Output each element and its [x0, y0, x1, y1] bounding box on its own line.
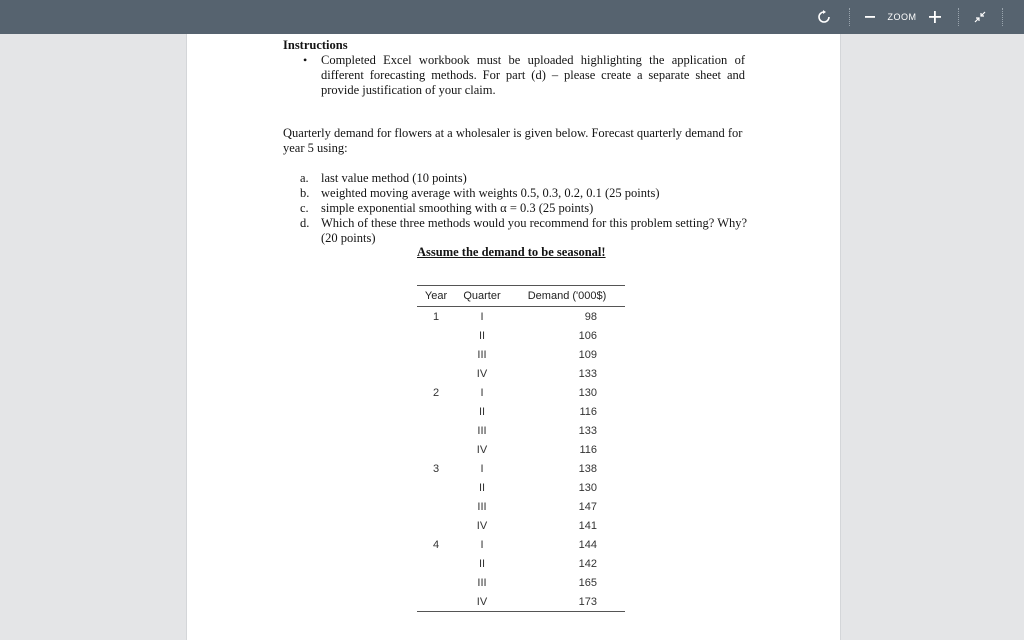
cell-demand: 116: [579, 443, 597, 456]
cell-quarter: III: [477, 348, 487, 361]
table-row: [417, 440, 625, 459]
cell-demand: 133: [578, 367, 597, 380]
cell-year: [417, 573, 455, 592]
minus-icon: [865, 12, 875, 22]
cell-year: [417, 421, 455, 440]
cell-year: [417, 440, 455, 459]
zoom-in-button[interactable]: [925, 0, 945, 34]
document-viewport[interactable]: [0, 34, 1024, 640]
cell-quarter: IV: [455, 592, 509, 612]
cell-demand: 138: [578, 462, 597, 475]
zoom-label: ZOOM: [887, 12, 917, 22]
cell-year: [417, 554, 455, 573]
cell-demand: 98: [584, 310, 597, 323]
cell-year: [417, 497, 455, 516]
toolbar-divider: [958, 8, 959, 26]
cell-year: 4: [432, 538, 440, 551]
instructions-bullet-text: Completed Excel workbook must be uploaded highlighting the application of different forecasting methods. For part (d) – please create a separate sheet and provide justification of your claim.: [321, 53, 745, 97]
table-row: [417, 573, 625, 592]
zoom-out-button[interactable]: [860, 0, 880, 34]
cell-quarter: IV: [476, 367, 488, 380]
cell-quarter: III: [477, 576, 487, 589]
table-row: [417, 592, 625, 612]
cell-year: [417, 345, 455, 364]
cell-demand: 142: [578, 557, 597, 570]
task-item: b. weighted moving average with weights 0.5, 0.3, 0.2, 0.1 (25 points): [300, 186, 660, 200]
cell-year: 2: [432, 386, 440, 399]
table-row: [417, 383, 625, 402]
table-row: [417, 402, 625, 421]
cell-demand: 173: [509, 592, 625, 612]
table-row: [417, 497, 625, 516]
cell-year: [417, 516, 455, 535]
cell-year: [417, 326, 455, 345]
table-row: [417, 364, 625, 383]
cell-demand: 141: [578, 519, 597, 532]
bullet-marker: •: [303, 53, 308, 67]
seasonal-note: Assume the demand to be seasonal!: [417, 245, 606, 259]
table-row: [417, 307, 625, 327]
cell-quarter: III: [477, 500, 487, 513]
header-quarter: Quarter: [455, 286, 509, 307]
cell-year: [417, 402, 455, 421]
table-row: [417, 421, 625, 440]
toolbar-divider: [849, 8, 850, 26]
cell-quarter: I: [480, 386, 484, 399]
cell-quarter: II: [478, 329, 486, 342]
cell-demand: 165: [578, 576, 597, 589]
collapse-button[interactable]: [968, 0, 992, 34]
cell-year: 1: [432, 310, 440, 323]
cell-quarter: I: [480, 538, 484, 551]
table-header-row: [417, 286, 625, 307]
cell-year: [417, 364, 455, 383]
cell-quarter: IV: [476, 519, 488, 532]
viewer-toolbar: [0, 0, 1024, 34]
cell-demand: 130: [578, 481, 597, 494]
cell-quarter: III: [477, 424, 487, 437]
cell-quarter: I: [480, 310, 484, 323]
table-row: [417, 478, 625, 497]
cell-year: 3: [432, 462, 440, 475]
table-row: [417, 345, 625, 364]
cell-year: [417, 478, 455, 497]
task-item: d. Which of these three methods would you recommend for this problem setting? Why? (20 points): [300, 216, 748, 245]
task-list: [300, 171, 751, 246]
cell-demand: 130: [578, 386, 597, 399]
document-page: [186, 34, 841, 640]
toolbar-divider: [1002, 8, 1003, 26]
cell-quarter: I: [480, 462, 484, 475]
task-item: a. last value method (10 points): [300, 171, 467, 185]
header-demand: Demand ('000$): [509, 286, 625, 307]
table-row: [417, 326, 625, 345]
cell-quarter: II: [478, 405, 486, 418]
cell-year: [417, 592, 455, 612]
instructions-heading: Instructions: [283, 38, 348, 52]
cell-demand: 144: [578, 538, 597, 551]
cell-quarter: II: [478, 557, 486, 570]
table-row: [417, 459, 625, 478]
demand-table: [417, 285, 625, 612]
cell-demand: 147: [578, 500, 597, 513]
plus-icon: [929, 11, 941, 23]
header-year: Year: [417, 286, 455, 307]
table-row: [417, 535, 625, 554]
cell-demand: 106: [578, 329, 597, 342]
cell-demand: 133: [578, 424, 597, 437]
cell-demand: 109: [578, 348, 597, 361]
cell-quarter: IV: [476, 443, 488, 456]
cell-quarter: II: [478, 481, 486, 494]
table-row: [417, 516, 625, 535]
refresh-icon[interactable]: [812, 0, 836, 34]
task-item: c. simple exponential smoothing with α = 0.3 (25 points): [300, 201, 594, 215]
intro-paragraph: Quarterly demand for flowers at a wholesaler is given below. Forecast quarterly demand for year 5 using:: [283, 126, 743, 155]
table-row: [417, 554, 625, 573]
cell-demand: 116: [579, 405, 597, 418]
collapse-arrows-icon: [973, 10, 987, 24]
